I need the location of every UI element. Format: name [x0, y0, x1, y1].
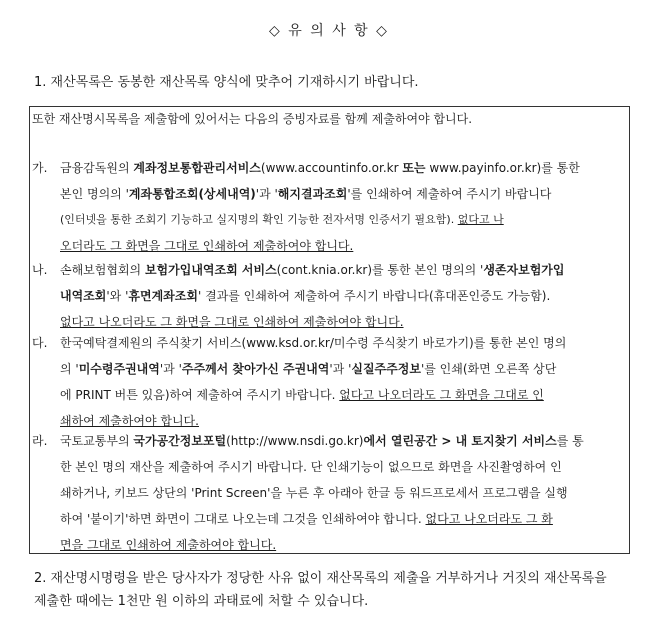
- text-run: '를 인쇄(화면 오른쪽 상단: [420, 362, 557, 376]
- required-document: 주주께서 찾아가신 주권내역: [181, 362, 330, 376]
- required-document: 내역조회: [60, 289, 107, 303]
- text-run: (인터넷을 통한 조회기 기능하고 실지명의 확인 기능한 전자서명 인증서기 필요함).: [60, 213, 458, 226]
- underlined-note: 쇄하여 제출하여야 합니다.: [60, 414, 199, 428]
- underlined-note: 없다고 나오더라도 그 화: [425, 512, 553, 526]
- section-da: [32, 330, 626, 434]
- text-run: 손해보험협회의: [60, 263, 145, 277]
- text-run: 한 본인 명의 재산을 제출하여 주시기 바랍니다. 단 인쇄기능이 없으므로 화면을 사진촬영하여 인: [60, 460, 562, 474]
- required-document: 미수령주권내역: [78, 362, 160, 376]
- text-run: '과 ': [329, 362, 352, 376]
- service-name: 계좌정보통합관리서비스: [133, 161, 261, 175]
- text-run: '과 ': [159, 362, 182, 376]
- section-line: [32, 330, 626, 356]
- text-run: 쇄하거나, 키보드 상단의 'Print Screen'을 누른 후 아래아 한글 등 워드프로세서 프로그램을 실행: [60, 486, 568, 500]
- text-run: '과 ': [255, 187, 278, 201]
- text-run: 하여 '붙이기'하면 화면이 그대로 나오는데 그것을 인쇄하여야 합니다.: [60, 512, 426, 526]
- text-run: 한국예탁결제원의 주식찾기 서비스(www.ksd.or.kr/미수령 주식찾기 바로가기)를 통한 본인 명의: [60, 336, 567, 350]
- text-run: 를 통: [556, 434, 584, 448]
- section-line: [32, 428, 626, 454]
- evidence-intro: 또한 재산명시목록을 제출함에 있어서는 다음의 증빙자료를 함께 제출하여야 합니다.: [32, 112, 473, 126]
- section-ra: [32, 428, 626, 558]
- section-marker: 라.: [32, 434, 48, 448]
- required-document: 해지결과조회: [277, 187, 348, 201]
- section-marker: 나.: [32, 263, 48, 277]
- text-run: 의 ': [60, 362, 79, 376]
- page-title: ◇ 유 의 사 항 ◇: [269, 23, 389, 39]
- section-line: [32, 233, 626, 259]
- text-run: 국토교통부의: [60, 434, 134, 448]
- text-run: 또는: [402, 161, 426, 175]
- section-marker: 가.: [32, 161, 48, 175]
- section-line: [32, 356, 626, 382]
- notice-item-1: 1. 재산목록은 동봉한 재산목록 양식에 맞추어 기재하시기 바랍니다.: [34, 75, 419, 90]
- required-document: 계좌통합조회(상세내역): [128, 187, 256, 201]
- text-run: (www.accountinfo.or.kr: [260, 161, 403, 175]
- underlined-note: 없다고 나오더라도 그 화면을 그대로 인: [339, 388, 544, 402]
- text-run: www.payinfo.or.kr)를 통한: [425, 161, 580, 175]
- section-line: [32, 283, 626, 309]
- text-run: 본인 명의의 ': [60, 187, 129, 201]
- service-name: 에서 열린공간 > 내 토지찾기 서비스: [363, 434, 557, 448]
- underlined-note: 없다고 나: [457, 213, 504, 226]
- section-line: [32, 207, 626, 233]
- text-run: '와 ': [106, 289, 129, 303]
- underlined-note: 오더라도 그 화면을 그대로 인쇄하여 제출하여야 합니다.: [60, 239, 354, 253]
- notice-item-2-line-1: 2. 재산명시명령을 받은 당사자가 정당한 사유 없이 재산목록의 제출을 거부하거나 거짓의 재산목록을: [34, 571, 607, 586]
- text-run: 에 PRINT 버튼 있음)하여 제출하여 주시기 바랍니다.: [60, 388, 340, 402]
- notice-item-2-line-2: 제출한 때에는 1천만 원 이하의 과태료에 처할 수 있습니다.: [34, 594, 369, 609]
- section-line: [32, 155, 626, 181]
- required-document: 휴면계좌조회: [128, 289, 198, 303]
- required-document: 생존자보험가입: [483, 263, 565, 277]
- text-run: (cont.knia.or.kr)를 통한 본인 명의의 ': [276, 263, 484, 277]
- section-line: [32, 257, 626, 283]
- section-line: [32, 480, 626, 506]
- text-run: '를 인쇄하여 제출하여 주시기 바랍니다: [347, 187, 552, 201]
- section-ga: [32, 155, 626, 259]
- text-run: ' 결과를 인쇄하여 제출하여 주시기 바랍니다(휴대폰인증도 가능함).: [197, 289, 551, 303]
- section-line: [32, 181, 626, 207]
- underlined-note: 면을 그대로 인쇄하여 제출하여야 합니다.: [60, 538, 277, 552]
- section-line: [32, 382, 626, 408]
- section-na: [32, 257, 626, 335]
- service-name: 보험가입내역조회 서비스: [144, 263, 277, 277]
- section-line: [32, 454, 626, 480]
- service-name: 국가공간정보포털: [133, 434, 227, 448]
- section-marker: 다.: [32, 336, 48, 350]
- underlined-note: 없다고 나오더라도 그 화면을 그대로 인쇄하여 제출하여야 합니다.: [60, 315, 404, 329]
- section-line: [32, 506, 626, 532]
- section-line: [32, 532, 626, 558]
- required-document: 실질주주정보: [351, 362, 421, 376]
- text-run: (http://www.nsdi.go.kr): [226, 434, 364, 448]
- text-run: 금융감독원의: [60, 161, 134, 175]
